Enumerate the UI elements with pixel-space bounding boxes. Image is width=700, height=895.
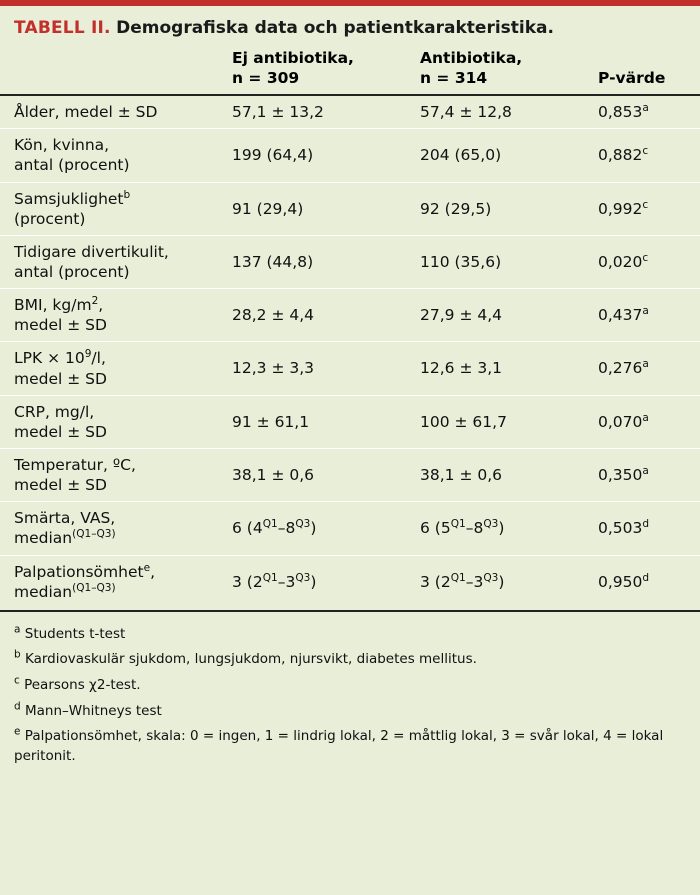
table-row xyxy=(0,95,700,129)
row-label-line1: Tidigare divertikulit, xyxy=(14,242,169,261)
table-row xyxy=(0,235,700,288)
row-value-no-antibiotics: 199 (64,4) xyxy=(218,129,406,182)
pvalue-footnote-marker: a xyxy=(642,411,649,424)
footnote-marker: b xyxy=(14,648,21,661)
table-row xyxy=(0,342,700,395)
column-header-antibiotics-line1: Antibiotika, xyxy=(420,49,523,68)
row-label-line1: CRP, mg/l, xyxy=(14,402,95,421)
table-row xyxy=(0,289,700,342)
row-value-pvalue: 0,020$^c$ xyxy=(584,235,700,288)
row-value-no-antibiotics: 3 $(2^{Q1}-3^{Q3})$ xyxy=(218,555,406,608)
footnote-d: $^d$ Mann–Whitneys test xyxy=(14,700,162,719)
demographics-table xyxy=(0,48,700,607)
row-value-pvalue: 0,070$^a$ xyxy=(584,395,700,448)
row-label xyxy=(0,395,218,448)
row-label-line2: median$^{(Q1-Q3)}$ xyxy=(14,581,116,601)
pvalue-footnote-marker: c xyxy=(642,198,649,211)
footnote-b: $^b$ Kardiovaskulär sjukdom, lungsjukdom, njursvikt, diabetes mellitus. xyxy=(14,648,477,668)
label-footnote-marker: b xyxy=(123,188,131,201)
row-value-no-antibiotics: 28,2 ± 4,4 xyxy=(218,289,406,342)
table-row xyxy=(0,129,700,182)
row-label-line2: medel ± SD xyxy=(14,422,107,441)
pvalue-footnote-marker: c xyxy=(642,145,649,158)
row-label-line1: Palpationsömhet$^e$, xyxy=(14,561,155,581)
row-value-antibiotics: 6 $(5^{Q1}-8^{Q3})$ xyxy=(406,502,584,555)
row-label-line2: antal (procent) xyxy=(14,156,130,175)
table-body xyxy=(0,95,700,608)
row-value-pvalue: 0,437$^a$ xyxy=(584,289,700,342)
pvalue-footnote-marker: a xyxy=(642,358,649,371)
footnote-a: $^a$ Students t-test xyxy=(14,623,126,642)
row-value-no-antibiotics: 57,1 ± 13,2 xyxy=(218,95,406,129)
row-label-line1: Temperatur, ºC, xyxy=(14,455,136,474)
footnote-marker: c xyxy=(14,674,20,687)
row-value-antibiotics: 100 ± 61,7 xyxy=(406,395,584,448)
row-label-line1: LPK × $10^9/l$, xyxy=(14,348,106,368)
row-label xyxy=(0,448,218,501)
row-value-antibiotics: 27,9 ± 4,4 xyxy=(406,289,584,342)
row-value-no-antibiotics: 91 ± 61,1 xyxy=(218,395,406,448)
row-value-antibiotics: 12,6 ± 3,1 xyxy=(406,342,584,395)
row-value-pvalue: 0,950$^d$ xyxy=(584,555,700,608)
column-header-no-antibiotics xyxy=(218,48,406,95)
row-label xyxy=(0,129,218,182)
footnote-marker: d xyxy=(14,700,21,712)
table-row xyxy=(0,448,700,501)
table-number-label: TABELL II. xyxy=(14,18,111,38)
footnote-marker: e xyxy=(14,725,21,738)
row-label-line1: Ålder, medel ± SD xyxy=(14,103,158,122)
table-title xyxy=(0,6,700,48)
row-value-pvalue: 0,276$^a$ xyxy=(584,342,700,395)
row-label xyxy=(0,95,218,129)
row-value-pvalue: 0,992$^c$ xyxy=(584,182,700,235)
pvalue-footnote-marker: d xyxy=(642,518,650,531)
footnote-marker: a xyxy=(14,623,21,636)
table-row xyxy=(0,395,700,448)
table-row xyxy=(0,555,700,608)
row-value-no-antibiotics: 137 (44,8) xyxy=(218,235,406,288)
column-header-no-antibiotics-line1: Ej antibiotika, xyxy=(232,49,354,68)
row-label xyxy=(0,502,218,555)
table-title-text: Demografiska data och patientkarakteristika. xyxy=(116,18,554,38)
row-label-line2: (procent) xyxy=(14,209,86,228)
row-label xyxy=(0,555,218,608)
row-label-line1: Samsjuklighet$^b$ xyxy=(14,188,131,208)
row-value-no-antibiotics: 91 (29,4) xyxy=(218,182,406,235)
pvalue-footnote-marker: a xyxy=(642,101,649,114)
pvalue-footnote-marker: d xyxy=(642,571,650,584)
row-label-line2: medel ± SD xyxy=(14,476,107,495)
pvalue-footnote-marker: c xyxy=(642,251,649,264)
row-label xyxy=(0,235,218,288)
row-value-no-antibiotics: 6 $(4^{Q1}-8^{Q3})$ xyxy=(218,502,406,555)
pvalue-footnote-marker: a xyxy=(642,305,649,318)
row-value-no-antibiotics: 38,1 ± 0,6 xyxy=(218,448,406,501)
row-label-line2: antal (procent) xyxy=(14,262,130,281)
footnote-c: $^c$ Pearsons χ2-test. xyxy=(14,674,141,693)
row-value-antibiotics: 38,1 ± 0,6 xyxy=(406,448,584,501)
row-label-line1: BMI, $kg/m^2$, xyxy=(14,294,104,315)
row-label-line2: medel ± SD xyxy=(14,369,107,388)
row-label-line2: median$^{(Q1-Q3)}$ xyxy=(14,528,116,548)
row-value-pvalue: 0,882$^c$ xyxy=(584,129,700,182)
row-value-antibiotics: 204 (65,0) xyxy=(406,129,584,182)
row-label-line2: medel ± SD xyxy=(14,316,107,335)
column-header-antibiotics-n: n = 314 xyxy=(420,68,488,87)
column-header-pvalue: P-värde xyxy=(584,48,700,95)
row-label xyxy=(0,182,218,235)
footnote-e: $^e$ Palpationsömhet, skala: 0 = ingen, 1 = lindrig lokal, 2 = måttlig lokal, 3 = svår lokal, 4 = lokal peritonit. xyxy=(14,725,664,764)
row-label xyxy=(0,289,218,342)
row-value-antibiotics: 3 $(2^{Q1}-3^{Q3})$ xyxy=(406,555,584,608)
row-value-antibiotics: 92 (29,5) xyxy=(406,182,584,235)
row-value-pvalue: 0,350$^a$ xyxy=(584,448,700,501)
table-row xyxy=(0,182,700,235)
table-row xyxy=(0,502,700,555)
row-value-antibiotics: 57,4 ± 12,8 xyxy=(406,95,584,129)
column-header-antibiotics xyxy=(406,48,584,95)
row-value-pvalue: 0,503$^d$ xyxy=(584,502,700,555)
pvalue-footnote-marker: a xyxy=(642,464,649,477)
row-value-antibiotics: 110 (35,6) xyxy=(406,235,584,288)
row-label xyxy=(0,342,218,395)
table-header-row xyxy=(0,48,700,95)
row-value-pvalue: 0,853$^a$ xyxy=(584,95,700,129)
row-label-line1: Kön, kvinna, xyxy=(14,136,110,155)
footnotes xyxy=(0,610,700,775)
column-header-no-antibiotics-n: n = 309 xyxy=(232,68,300,87)
row-value-no-antibiotics: 12,3 ± 3,3 xyxy=(218,342,406,395)
column-header-characteristic xyxy=(0,48,218,95)
row-label-line1: Smärta, VAS, xyxy=(14,509,116,528)
